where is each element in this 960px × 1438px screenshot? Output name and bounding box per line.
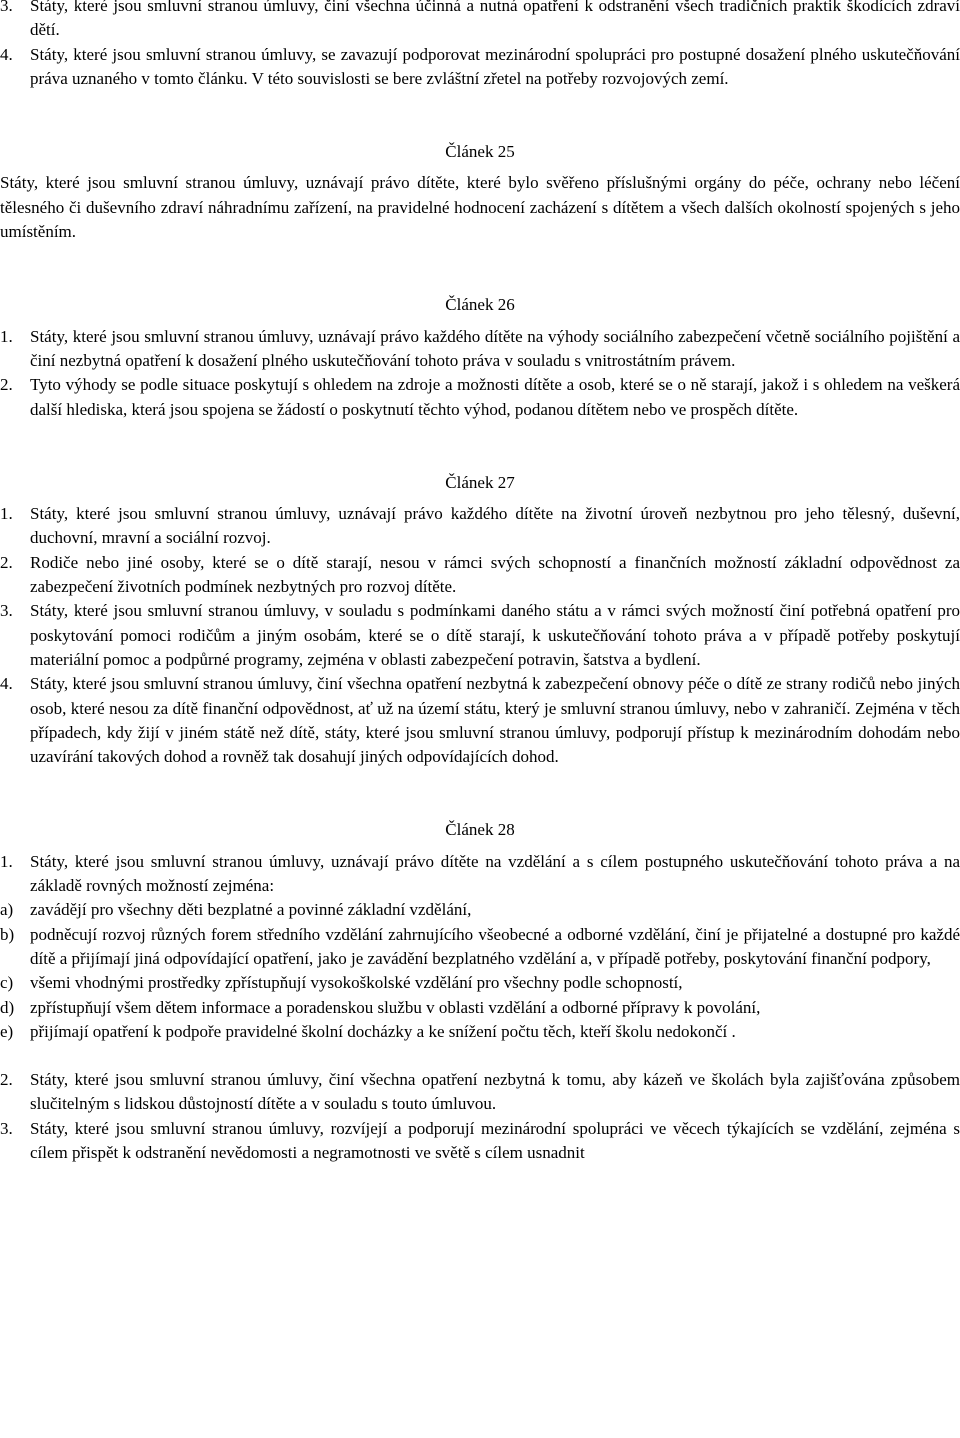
- subitem-text: všemi vhodnými prostředky zpřístupňují vysokoškolské vzdělání pro všechny podle schopností,: [30, 973, 683, 993]
- article-25-text: Státy, které jsou smluvní stranou úmluvy, uznávají právo dítěte, které bylo svěřeno příslušnými orgány do péče, ochrany nebo léčení tělesného či duševního zdraví náhradnímu zařízení, na pravidelné hodnocení zacházení s dítětem a všech dalších okolností spojených s jeho umístěním.: [0, 173, 960, 242]
- item-text: Státy, které jsou smluvní stranou úmluvy, uznávají právo každého dítěte na výhody sociálního zabezpečení včetně sociálního pojištění a činí nezbytná opatření k dosažení plného uskutečňování tohoto práva v souladu s vnitrostátním právem.: [30, 326, 960, 370]
- item-number: 2.: [0, 1070, 13, 1090]
- spacer: [0, 91, 960, 140]
- art26-item-2: [0, 373, 960, 422]
- spacer: [0, 769, 960, 818]
- item-text: Státy, které jsou smluvní stranou úmluvy, uznávají právo dítěte na vzdělání a s cílem postupného uskutečňování tohoto práva a na základě rovných možností zejména:: [30, 851, 960, 896]
- art28-item-1: [0, 850, 960, 899]
- subitem-text: podněcují rozvoj různých forem středního vzdělání zahrnujícího všeobecné a odborné vzdělání, činí je přijatelné a dostupné pro každé dítě a přijímají jiná odpovídající opatření, jako je zavádění bezplatného vzdělání a, v případě potřeby, poskytování finanční podpory,: [30, 924, 960, 968]
- spacer: [0, 318, 960, 325]
- art28-subitem-d: [0, 996, 960, 1020]
- subitem-letter: b): [0, 924, 15, 944]
- art28-subitem-a: [0, 898, 960, 922]
- art26-item-1: [0, 325, 960, 374]
- spacer: [0, 164, 960, 171]
- article-26-heading: Článek 26: [445, 295, 515, 315]
- item-text: Tyto výhody se podle situace poskytují s ohledem na zdroje a možnosti dítěte a osob, které se o ně starají, jakož i s ohledem na veškerá další hlediska, která jsou spojena se žádostí o poskytnutí těchto výhod, podanou dítětem nebo ve prospěch dítěte.: [30, 375, 960, 419]
- item-text: Státy, které jsou smluvní stranou úmluvy, rozvíjejí a podporují mezinárodní spolupráci ve věcech týkajících se vzdělání, zejména s cílem přispět k odstranění nevědomosti a negramotnosti ve světě s cílem usnadnit: [30, 1118, 960, 1162]
- art28-subitem-c: [0, 971, 960, 995]
- item-number: 1.: [0, 851, 13, 871]
- spacer: [0, 422, 960, 471]
- item-text: Státy, které jsou smluvní stranou úmluvy, v souladu s podmínkami daného státu a v rámci svých možností činí potřebná opatření pro poskytování pomoci rodičům a jiným osobám, které se o dítě starají, k uskutečňování tohoto práva a v případě potřeby poskytují materiální pomoc a podpůrné programy, zejména v oblasti zabezpečení potravin, šatstva a bydlení.: [30, 601, 960, 669]
- subitem-letter: e): [0, 1021, 14, 1041]
- item-text: Státy, které jsou smluvní stranou úmluvy, uznávají právo každého dítěte na životní úroveň nezbytnou pro jeho tělesný, duševní, duchovní, mravní a sociální rozvoj.: [30, 504, 960, 548]
- art28-subitem-b: [0, 923, 960, 972]
- item-number: 4.: [0, 44, 13, 64]
- spacer: [0, 244, 960, 293]
- art27-item-2: [0, 551, 960, 600]
- item-text: Státy, které jsou smluvní stranou úmluvy, se zavazují podporovat mezinárodní spolupráci pro postupné dosažení plného uskutečňování práva uznaného v tomto článku. V této souvislosti se bere zvláštní zřetel na potřeby rozvojových zemí.: [30, 44, 960, 88]
- item-text: Rodiče nebo jiné osoby, které se o dítě starají, nesou v rámci svých schopností a finančních možností základní odpovědnost za zabezpečení životních podmínek nezbytných pro rozvoj dítěte.: [30, 552, 960, 597]
- subitem-letter: c): [0, 973, 14, 993]
- art28-subitem-e: [0, 1020, 960, 1044]
- item-number: 3.: [0, 0, 13, 15]
- art27-item-4: [0, 672, 960, 769]
- item-number: 4.: [0, 674, 13, 694]
- subitem-text: zavádějí pro všechny děti bezplatné a povinné základní vzdělání,: [30, 900, 472, 920]
- article-28-heading: Článek 28: [445, 820, 515, 840]
- item-text: Státy, které jsou smluvní stranou úmluvy, činí všechna opatření nezbytná k zabezpečení obnovy péče o dítě ze strany rodičů nebo jiných osob, které nesou za dítě finanční odpovědnost, ať už na území státu, který je smluvní stranou úmluvy, nebo v zahraničí. Zejména v těch případech, kdy žijí v jiném státě než dítě, státy, které jsou smluvní stranou úmluvy, podporují přístup k mezinárodním dohodám nebo uzavírání takových dohod a rovněž tak dosahují jiných odpovídajících dohod.: [30, 674, 960, 767]
- item-number: 1.: [0, 504, 13, 524]
- art28-item-2: [0, 1068, 960, 1117]
- subitem-letter: a): [0, 900, 14, 920]
- spacer: [0, 1044, 960, 1068]
- art24-item-4: [0, 43, 960, 92]
- subitem-text: zpřístupňují všem dětem informace a poradenskou službu v oblasti vzdělání a odborné přípravy k povolání,: [30, 997, 761, 1017]
- article-25-heading: Článek 25: [445, 142, 515, 162]
- item-text: Státy, které jsou smluvní stranou úmluvy, činí všechna účinná a nutná opatření k odstranění všech tradičních praktik škodících zdraví dětí.: [30, 0, 960, 40]
- item-number: 1.: [0, 326, 13, 346]
- item-number: 3.: [0, 601, 13, 621]
- art27-item-1: [0, 502, 960, 551]
- item-number: 2.: [0, 552, 13, 572]
- item-text: Státy, které jsou smluvní stranou úmluvy, činí všechna opatření nezbytná k tomu, aby kázeň ve školách byla zajišťována způsobem slučitelným s lidskou důstojností dítěte a v souladu s touto úmluvou.: [30, 1070, 960, 1114]
- art24-item-3: [0, 0, 960, 43]
- item-number: 2.: [0, 375, 13, 395]
- spacer: [0, 495, 960, 502]
- art28-item-3: [0, 1117, 960, 1166]
- art27-item-3: [0, 599, 960, 672]
- item-number: 3.: [0, 1118, 13, 1138]
- subitem-text: přijímají opatření k podpoře pravidelné školní docházky a ke snížení počtu těch, kteří školu nedokončí .: [30, 1021, 736, 1041]
- article-27-heading: Článek 27: [445, 472, 515, 492]
- subitem-letter: d): [0, 997, 15, 1017]
- spacer: [0, 843, 960, 850]
